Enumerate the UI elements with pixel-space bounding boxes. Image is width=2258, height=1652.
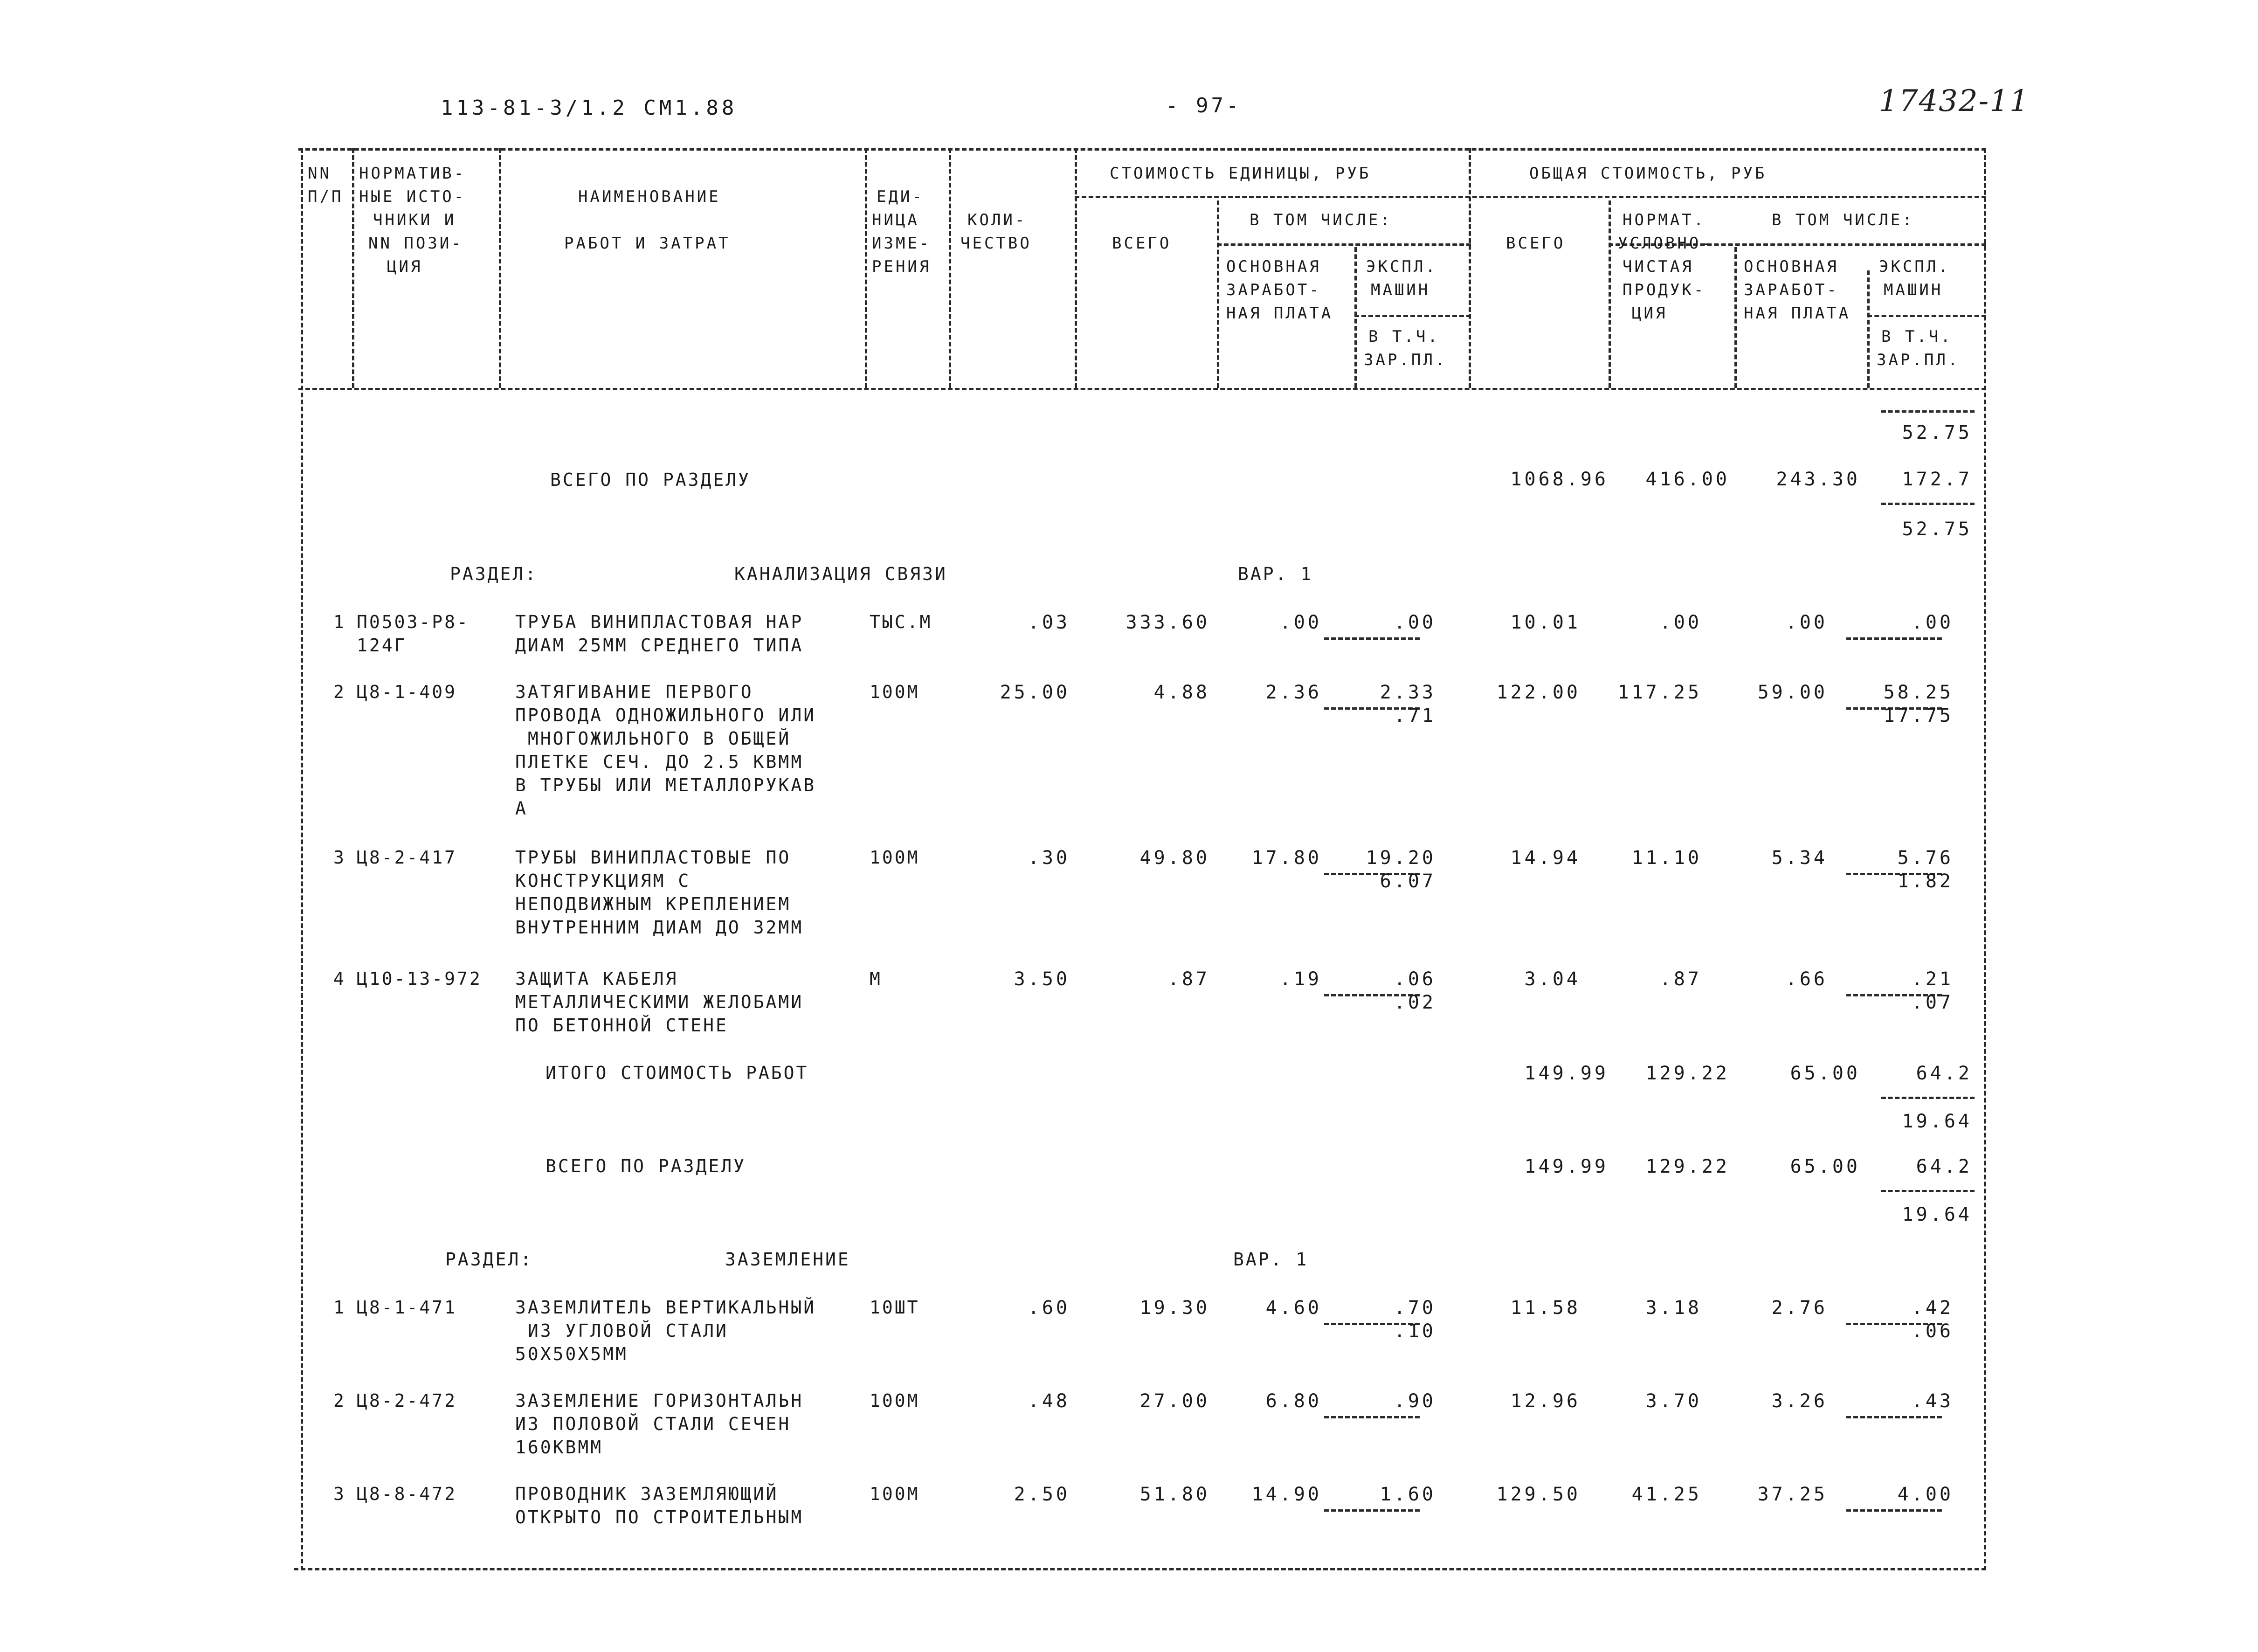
- row-name: ЗАТЯГИВАНИЕ ПЕРВОГО: [515, 682, 753, 702]
- vsego-mach: 64.2: [1916, 1156, 1972, 1177]
- header-divider: [1354, 315, 1471, 317]
- header-wage-3: НАЯ ПЛАТА: [1226, 304, 1333, 323]
- row-prod: .87: [1659, 968, 1702, 990]
- row-qty: .60: [1028, 1297, 1070, 1319]
- row-unit: 10ШТ: [870, 1297, 920, 1318]
- row-mach: 4.00: [1897, 1484, 1954, 1505]
- subtotal-dash: [1324, 637, 1420, 640]
- header-incl-2: В ТОМ ЧИСЛЕ:: [1772, 211, 1914, 229]
- row-number: 1: [333, 1297, 346, 1318]
- row-unit-wage: 14.90: [1251, 1484, 1322, 1505]
- row-mach: .00: [1911, 612, 1954, 633]
- header-name-2: РАБОТ И ЗАТРАТ: [564, 234, 731, 253]
- row-name: ПРОВОДА ОДНОЖИЛЬНОГО ИЛИ: [515, 705, 816, 726]
- handwritten-number: 17432-11: [1879, 84, 2030, 118]
- section-title: ЗАЗЕМЛЕНИЕ: [725, 1249, 850, 1270]
- itogo-prod: 129.22: [1645, 1063, 1730, 1084]
- row-unit: 100М: [870, 682, 920, 702]
- header-bottom-border: [298, 388, 1986, 390]
- section-title: КАНАЛИЗАЦИЯ СВЯЗИ: [734, 564, 947, 584]
- header-divider: [1075, 148, 1077, 388]
- row-name: ТРУБА ВИНИПЛАСТОВАЯ НАР: [515, 612, 804, 632]
- header-incl-wage2-1: В Т.Ч.: [1881, 327, 1953, 346]
- row-unit-total: 27.00: [1139, 1390, 1210, 1412]
- section-variant: ВАР. 1: [1238, 564, 1313, 584]
- row-name: КОНСТРУКЦИЯМ С: [515, 871, 691, 891]
- header-incl-wage-2: ЗАР.ПЛ.: [1364, 351, 1447, 369]
- header-divider: [1469, 148, 1471, 388]
- header-norm-1: НОРМАТИВ-: [359, 164, 466, 183]
- row-mach-wage: 17.75: [1883, 705, 1954, 726]
- row-number: 3: [333, 847, 346, 868]
- row-prod: .00: [1659, 612, 1702, 633]
- header-divider: [1354, 247, 1357, 388]
- header-prod-1: НОРМАТ.: [1623, 211, 1706, 229]
- row-wage: .00: [1785, 612, 1828, 633]
- subtotal-dash: [1324, 1509, 1420, 1512]
- vsego-total: 149.99: [1524, 1156, 1609, 1177]
- itogo-wage: 65.00: [1790, 1063, 1860, 1084]
- header-mach2-1: ЭКСПЛ.: [1879, 257, 1950, 276]
- subtotal-dash: [1846, 1416, 1942, 1418]
- header-unit-3: ИЗМЕ-: [872, 234, 932, 253]
- row-mach: .21: [1911, 968, 1954, 990]
- row-total: 11.58: [1510, 1297, 1581, 1319]
- itogo-label: ИТОГО СТОИМОСТЬ РАБОТ: [546, 1063, 809, 1083]
- row-number: 1: [333, 612, 346, 632]
- row-unit-mach: .70: [1394, 1297, 1436, 1319]
- row-qty: 2.50: [1014, 1484, 1070, 1505]
- header-wage2-2: ЗАРАБОТ-: [1744, 281, 1839, 299]
- header-wage-2: ЗАРАБОТ-: [1226, 281, 1321, 299]
- header-unit-4: РЕНИЯ: [872, 257, 932, 276]
- vsego-label: ВСЕГО ПО РАЗДЕЛУ: [546, 1156, 746, 1176]
- row-name: ЗАЗЕМЛИТЕЛЬ ВЕРТИКАЛЬНЫЙ: [515, 1297, 816, 1318]
- row-unit-wage: .19: [1279, 968, 1322, 990]
- row-prod: 3.70: [1645, 1390, 1702, 1412]
- header-total-vsego: ВСЕГО: [1506, 234, 1566, 253]
- row-total: 12.96: [1510, 1390, 1581, 1412]
- row-prod: 117.25: [1617, 682, 1702, 703]
- carry-top-value: 52.75: [1902, 422, 1972, 443]
- vsego-prod: 129.22: [1645, 1156, 1730, 1177]
- row-number: 4: [333, 968, 346, 989]
- row-mach: 5.76: [1897, 847, 1954, 869]
- subtotal-dash: [1881, 1190, 1975, 1192]
- row-unit: 100М: [870, 1484, 920, 1504]
- row-name: ОТКРЫТО ПО СТРОИТЕЛЬНЫМ: [515, 1507, 804, 1528]
- row-name: ИЗ УГЛОВОЙ СТАЛИ: [515, 1320, 728, 1341]
- row-unit-mach-wage: 6.07: [1380, 871, 1436, 892]
- header-divider: [1217, 243, 1471, 246]
- row-name: МЕТАЛЛИЧЕСКИМИ ЖЕЛОБАМИ: [515, 992, 804, 1012]
- row-qty: 3.50: [1014, 968, 1070, 990]
- row-mach: .43: [1911, 1390, 1954, 1412]
- row-name: ПО БЕТОННОЙ СТЕНЕ: [515, 1015, 728, 1036]
- header-divider: [1734, 247, 1737, 388]
- row-code: Ц8-1-409: [357, 682, 457, 702]
- row-unit: 100М: [870, 847, 920, 868]
- table-bottom-border: [294, 1568, 1986, 1570]
- header-divider: [499, 148, 501, 388]
- row-unit-wage: 4.60: [1265, 1297, 1322, 1319]
- row-wage: 59.00: [1757, 682, 1828, 703]
- header-divider: [1609, 200, 1611, 388]
- header-prod-5: ЦИЯ: [1632, 304, 1668, 323]
- header-nn-2: П/П: [308, 187, 344, 206]
- carry-total: 1068.96: [1510, 469, 1609, 490]
- row-wage: 37.25: [1757, 1484, 1828, 1505]
- header-divider: [352, 148, 354, 388]
- header-norm-3: ЧНИКИ И: [373, 211, 456, 229]
- row-qty: .48: [1028, 1390, 1070, 1412]
- row-unit: ТЫС.М: [870, 612, 932, 632]
- header-incl-wage2-2: ЗАР.ПЛ.: [1877, 351, 1960, 369]
- header-total-cost: ОБЩАЯ СТОИМОСТЬ, РУБ: [1529, 164, 1767, 183]
- row-name: ДИАМ 25ММ СРЕДНЕГО ТИПА: [515, 635, 804, 656]
- row-unit-total: 333.60: [1126, 612, 1210, 633]
- row-number: 2: [333, 1390, 346, 1411]
- row-mach: .42: [1911, 1297, 1954, 1319]
- header-mach2-2: МАШИН: [1884, 281, 1943, 299]
- subtotal-dash: [1846, 1509, 1942, 1512]
- row-code: 124Г: [357, 635, 407, 656]
- header-incl-wage-1: В Т.Ч.: [1368, 327, 1440, 346]
- section-variant: ВАР. 1: [1233, 1249, 1309, 1270]
- subtotal-dash: [1881, 503, 1975, 505]
- row-total: 3.04: [1524, 968, 1581, 990]
- itogo-mach: 64.2: [1916, 1063, 1972, 1084]
- row-qty: .03: [1028, 612, 1070, 633]
- row-unit-total: 19.30: [1139, 1297, 1210, 1319]
- header-mach-2: МАШИН: [1371, 281, 1430, 299]
- header-norm-5: ЦИЯ: [387, 257, 423, 276]
- row-unit: М: [870, 968, 882, 989]
- row-name: НЕПОДВИЖНЫМ КРЕПЛЕНИЕМ: [515, 894, 791, 914]
- vsego-mach-wage: 19.64: [1902, 1204, 1972, 1225]
- row-unit: 100М: [870, 1390, 920, 1411]
- carry-wage: 243.30: [1776, 469, 1860, 490]
- row-total: 10.01: [1510, 612, 1581, 633]
- header-unit-cost: СТОИМОСТЬ ЕДИНИЦЫ, РУБ: [1110, 164, 1371, 183]
- header-divider: [1867, 270, 1870, 388]
- row-unit-mach-wage: .02: [1394, 992, 1436, 1013]
- row-unit-wage: 17.80: [1251, 847, 1322, 869]
- carry-bottom-value: 52.75: [1902, 518, 1972, 540]
- header-name-1: НАИМЕНОВАНИЕ: [578, 187, 721, 206]
- row-wage: 3.26: [1771, 1390, 1828, 1412]
- row-total: 129.50: [1496, 1484, 1581, 1505]
- header-unit-vsego: ВСЕГО: [1112, 234, 1172, 253]
- header-divider: [865, 148, 867, 388]
- row-unit-mach: .06: [1394, 968, 1436, 990]
- row-name: МНОГОЖИЛЬНОГО В ОБЩЕЙ: [515, 728, 791, 749]
- row-mach: 58.25: [1883, 682, 1954, 703]
- table-right-border: [1984, 148, 1986, 1570]
- row-unit-mach-wage: .10: [1394, 1320, 1436, 1342]
- row-unit-total: .87: [1167, 968, 1210, 990]
- subtotal-dash: [1881, 410, 1975, 413]
- row-code: Ц10-13-972: [357, 968, 482, 989]
- header-prod-3: ЧИСТАЯ: [1623, 257, 1694, 276]
- row-code: П0503-Р8-: [357, 612, 470, 632]
- header-unit-2: НИЦА: [872, 211, 919, 229]
- subtotal-dash: [1881, 1097, 1975, 1099]
- carry-prod: 416.00: [1645, 469, 1730, 490]
- header-mach-1: ЭКСПЛ.: [1366, 257, 1437, 276]
- row-code: Ц8-1-471: [357, 1297, 457, 1318]
- header-qty-1: КОЛИ-: [967, 211, 1027, 229]
- row-name: ЗАЗЕМЛЕНИЕ ГОРИЗОНТАЛЬН: [515, 1390, 804, 1411]
- header-divider: [1867, 315, 1986, 317]
- header-divider: [1075, 196, 1986, 198]
- row-mach-wage: .07: [1911, 992, 1954, 1013]
- table-top-border: [298, 148, 1986, 151]
- row-number: 2: [333, 682, 346, 702]
- row-unit-mach: 2.33: [1380, 682, 1436, 703]
- header-prod-2: УСЛОВНО-: [1618, 234, 1713, 253]
- row-unit-wage: 6.80: [1265, 1390, 1322, 1412]
- header-wage2-3: НАЯ ПЛАТА: [1744, 304, 1851, 323]
- table-left-border: [301, 148, 303, 1570]
- header-divider: [949, 148, 951, 388]
- row-prod: 11.10: [1631, 847, 1702, 869]
- row-unit-wage: .00: [1279, 612, 1322, 633]
- carry-mach: 172.7: [1902, 469, 1972, 490]
- row-unit-total: 51.80: [1139, 1484, 1210, 1505]
- row-wage: .66: [1785, 968, 1828, 990]
- row-mach-wage: .06: [1911, 1320, 1954, 1342]
- subtotal-dash: [1846, 637, 1942, 640]
- section-label: РАЗДЕЛ:: [445, 1249, 533, 1270]
- header-incl: В ТОМ ЧИСЛЕ:: [1250, 211, 1392, 229]
- header-norm-4: NN ПОЗИ-: [368, 234, 463, 253]
- header-nn-1: NN: [308, 164, 331, 183]
- row-unit-total: 4.88: [1153, 682, 1210, 703]
- header-wage-1: ОСНОВНАЯ: [1226, 257, 1321, 276]
- row-code: Ц8-2-417: [357, 847, 457, 868]
- row-mach-wage: 1.82: [1897, 871, 1954, 892]
- row-unit-mach: .00: [1394, 612, 1436, 633]
- row-name: А: [515, 798, 528, 819]
- page-number: - 97-: [1166, 94, 1242, 118]
- row-number: 3: [333, 1484, 346, 1504]
- row-prod: 3.18: [1645, 1297, 1702, 1319]
- header-qty-2: ЧЕСТВО: [960, 234, 1032, 253]
- itogo-mach-wage: 19.64: [1902, 1111, 1972, 1132]
- header-norm-2: НЫЕ ИСТО-: [359, 187, 466, 206]
- row-prod: 41.25: [1631, 1484, 1702, 1505]
- row-total: 14.94: [1510, 847, 1581, 869]
- row-unit-wage: 2.36: [1265, 682, 1322, 703]
- row-unit-mach-wage: .71: [1394, 705, 1436, 726]
- header-divider: [1217, 200, 1219, 388]
- itogo-total: 149.99: [1524, 1063, 1609, 1084]
- row-total: 122.00: [1496, 682, 1581, 703]
- row-code: Ц8-8-472: [357, 1484, 457, 1504]
- row-name: 50Х50Х5ММ: [515, 1344, 628, 1364]
- section-label: РАЗДЕЛ:: [450, 564, 538, 584]
- row-wage: 2.76: [1771, 1297, 1828, 1319]
- row-qty: .30: [1028, 847, 1070, 869]
- row-unit-mach: 19.20: [1366, 847, 1436, 869]
- row-name: 160КВММ: [515, 1437, 603, 1458]
- row-name: ТРУБЫ ВИНИПЛАСТОВЫЕ ПО: [515, 847, 791, 868]
- header-prod-4: ПРОДУК-: [1623, 281, 1706, 299]
- subtotal-dash: [1324, 1416, 1420, 1418]
- row-name: ПЛЕТКЕ СЕЧ. ДО 2.5 КВММ: [515, 752, 804, 772]
- row-unit-mach: 1.60: [1380, 1484, 1436, 1505]
- row-wage: 5.34: [1771, 847, 1828, 869]
- row-name: В ТРУБЫ ИЛИ МЕТАЛЛОРУКАВ: [515, 775, 816, 795]
- row-qty: 25.00: [1000, 682, 1070, 703]
- header-wage2-1: ОСНОВНАЯ: [1744, 257, 1839, 276]
- row-unit-mach: .90: [1394, 1390, 1436, 1412]
- document-code: 113-81-3/1.2 СМ1.88: [441, 96, 738, 120]
- row-unit-total: 49.80: [1139, 847, 1210, 869]
- row-name: ПРОВОДНИК ЗАЗЕМЛЯЮЩИЙ: [515, 1484, 779, 1504]
- header-unit-1: ЕДИ-: [877, 187, 924, 206]
- vsego-wage: 65.00: [1790, 1156, 1860, 1177]
- row-name: ВНУТРЕННИМ ДИАМ ДО 32ММ: [515, 917, 804, 938]
- row-code: Ц8-2-472: [357, 1390, 457, 1411]
- row-name: ЗАЩИТА КАБЕЛЯ: [515, 968, 678, 989]
- carry-label: ВСЕГО ПО РАЗДЕЛУ: [550, 470, 751, 490]
- row-name: ИЗ ПОЛОВОЙ СТАЛИ СЕЧЕН: [515, 1414, 791, 1434]
